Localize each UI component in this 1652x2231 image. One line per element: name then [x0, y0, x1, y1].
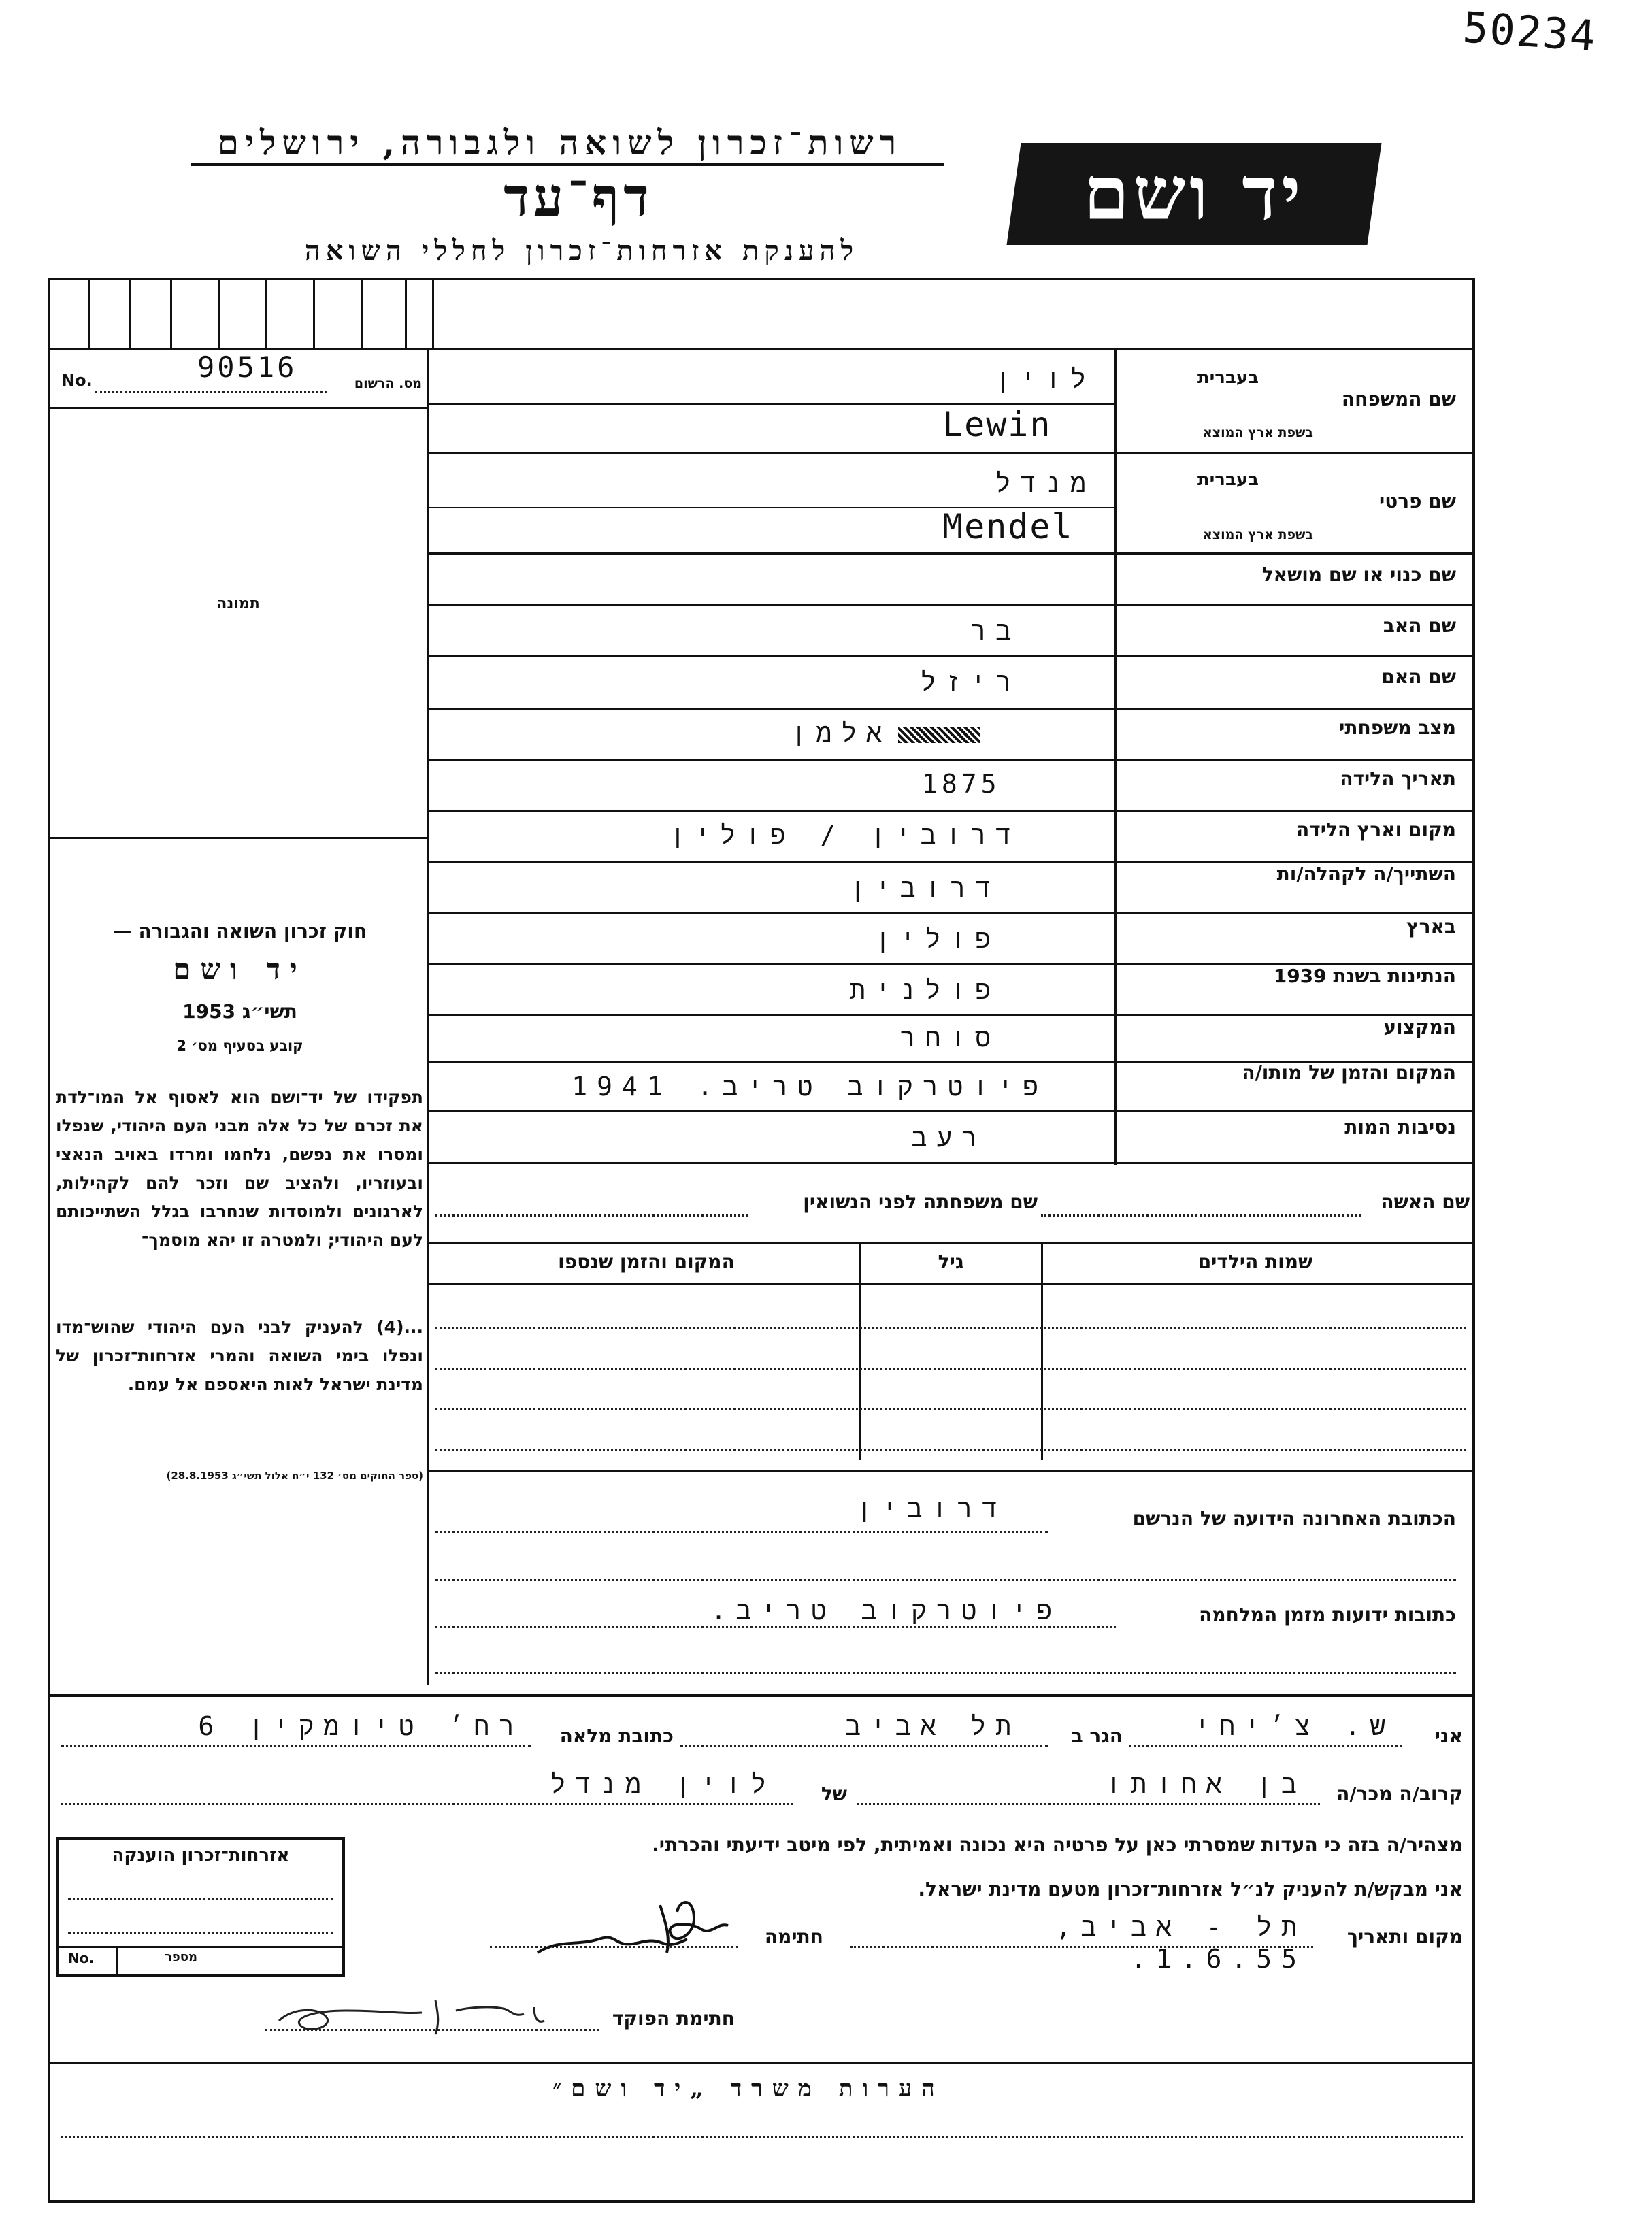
yad-vashem-logo: [1006, 143, 1381, 245]
declarant-city: תל אביב: [845, 1711, 1021, 1741]
registration-label: מס. הרשום: [354, 376, 422, 391]
birth-place-label: מקום וארץ הלידה: [1296, 819, 1456, 841]
declarant-resident-label: הגר ב: [1071, 1725, 1123, 1747]
citizenship-box-number-label: מספר: [165, 1950, 197, 1964]
birth-date-label: תאריך הלידה: [1340, 767, 1456, 790]
birth-place-value: דרובין / פולין: [670, 820, 1021, 850]
law-section: קובע בסעיף מס׳ 2: [176, 1038, 303, 1054]
profession-label: המקצוע: [1383, 1016, 1456, 1038]
declarant-i-label: אני: [1434, 1725, 1463, 1747]
logo-text: יד ושם: [1083, 151, 1305, 237]
signature-label: חתימה: [764, 1926, 823, 1948]
wartime-address-label: כתובות ידועות מזמן המלחמה: [1199, 1604, 1456, 1626]
citizenship-box-title: אזרחות־זכרון הוענקה: [112, 1845, 290, 1866]
father-value: בר: [970, 616, 1021, 646]
first-name-label: שם פרטי: [1378, 490, 1456, 512]
form-title: דף־עד: [503, 167, 653, 229]
first-name-hebrew-value: מנדל: [995, 468, 1095, 498]
law-name: יד ושם: [173, 953, 307, 986]
declaration-text: מצהיר/ה בזה כי העדות שמסרתי כאן על פרטיה היא נכונה ואמיתית, לפי מיטב ידיעתי והכרתי.: [652, 1834, 1463, 1856]
death-place-time-value: פיוטרקוב טריב. 1941: [572, 1072, 1048, 1102]
wife-maiden-label: שם משפחתה לפני הנשואין: [803, 1191, 1038, 1213]
archive-number: 50234: [1461, 2, 1598, 61]
photo-label: תמונה: [216, 595, 260, 612]
relation-value: בן אחותו: [1106, 1769, 1306, 1799]
authority-title: רשות־זכרון לשואה ולגבורה, ירושלים: [217, 122, 903, 163]
citizenship-label: הנתינות בשנת 1939: [1273, 965, 1456, 987]
wife-label: שם האשה: [1381, 1191, 1470, 1213]
declarant-signature: [531, 1891, 755, 1966]
last-address-label: הכתובת האחרונה הידועה של הנרשם: [1132, 1507, 1456, 1530]
form-subtitle: להענקת אזרחות־זכרון לחללי השואה: [304, 235, 859, 267]
children-header-age: גיל: [938, 1251, 964, 1273]
community-label: השתייך/ה לקהלה/ות: [1276, 863, 1456, 885]
declarant-full-address-label: כתובת מלאה: [559, 1725, 674, 1747]
birth-date-value: 1875: [922, 769, 1001, 799]
first-name-hebrew-sub: בעברית: [1197, 469, 1259, 490]
death-circumstances-label: נסיבות המות: [1344, 1116, 1456, 1138]
death-place-time-label: המקום והזמן של מותו/ה: [1242, 1061, 1456, 1084]
family-name-origin-value: Lewin: [942, 405, 1052, 444]
request-text: אני מבקש/ת להעניק לנ״ל אזרחות־זכרון מטעם מדינת ישראל.: [918, 1878, 1463, 1900]
children-header-place: המקום והזמן שנספו: [558, 1251, 735, 1273]
registration-no-label: No.: [61, 371, 93, 390]
last-address-value: דרובין: [857, 1493, 1007, 1523]
family-name-hebrew-value: לוין: [995, 364, 1095, 394]
country-value: פולין: [874, 924, 1000, 954]
marital-value: אלמן: [791, 718, 891, 748]
crossed-out-word: [898, 727, 980, 743]
father-label: שם האב: [1383, 614, 1456, 637]
death-circumstances-value: רעב: [911, 1123, 987, 1153]
of-value: לוין מנדל: [550, 1769, 776, 1799]
family-name-hebrew-sub: בעברית: [1197, 367, 1259, 388]
family-name-origin-sub: בשפת ארץ המוצא: [1202, 425, 1313, 440]
law-paragraph-2: ...(4) להעניק לבני העם היהודי שהוש־מדו ונפלו בימי השואה והמרי אזרחות־זכרון של מדינת ישראל לאות היאספם אל עמם.: [56, 1317, 423, 1394]
first-name-origin-value: Mendel: [942, 507, 1074, 546]
law-reference: (ספר החוקים מס׳ 132 י״ח אלול תשי״ג 28.8.1953): [166, 1470, 423, 1482]
officer-signature: [265, 1987, 565, 2041]
community-value: דרובין: [850, 873, 1000, 903]
place-date-value: תל - אביב, 1.6.55.: [1055, 1912, 1306, 1974]
law-paragraph-1: תפקידו של יד־ושם הוא לאסוף אל המו־לדת את זכרם של כל אלה מבני העם היהודי, שנפלו ומסרו את נפשם, נלחמו ומרדו באויב הנאצי ובעוזריו, ולהציב שם וזכר להם לקהילות, לארגונים ולמוסדות שנחרבו בגלל השתייכותם לעם היהודי; ולמטרה זו יהא מוסמך־: [56, 1087, 423, 1250]
mother-value: ריזל: [920, 667, 1021, 697]
first-name-origin-sub: בשפת ארץ המוצא: [1202, 527, 1313, 542]
nickname-label: שם כנוי או שם מושאל: [1261, 563, 1456, 586]
mother-label: שם האם: [1381, 665, 1456, 688]
place-date-label: מקום ותאריך: [1347, 1926, 1463, 1948]
declarant-full-address: רח׳ טיומקין 6: [198, 1711, 524, 1741]
marital-label: מצב משפחתי: [1339, 716, 1456, 739]
country-label: בארץ: [1406, 915, 1456, 938]
law-year: תשי״ג 1953: [182, 1000, 297, 1023]
relation-label: קרוב/ה מכר/ה: [1336, 1783, 1463, 1805]
notes-label: הערות משרד „יד ושם״: [552, 2075, 944, 2102]
family-name-label: שם המשפחה: [1341, 388, 1456, 410]
children-header-names: שמות הילדים: [1197, 1251, 1313, 1273]
of-label: של: [821, 1783, 847, 1805]
officer-signature-label: חתימת הפוקד: [612, 2007, 735, 2030]
declarant-name: ש. צ׳יחי: [1194, 1711, 1395, 1741]
profession-value: סוחר: [899, 1023, 1000, 1053]
registration-number: 90516: [197, 350, 297, 384]
law-title: חוק זכרון השואה והגבורה —: [112, 920, 367, 942]
wartime-address-value: פיוטרקוב טריב.: [710, 1596, 1061, 1625]
citizenship-value: פולנית: [850, 975, 1000, 1005]
citizenship-box-no: No.: [68, 1950, 95, 1966]
